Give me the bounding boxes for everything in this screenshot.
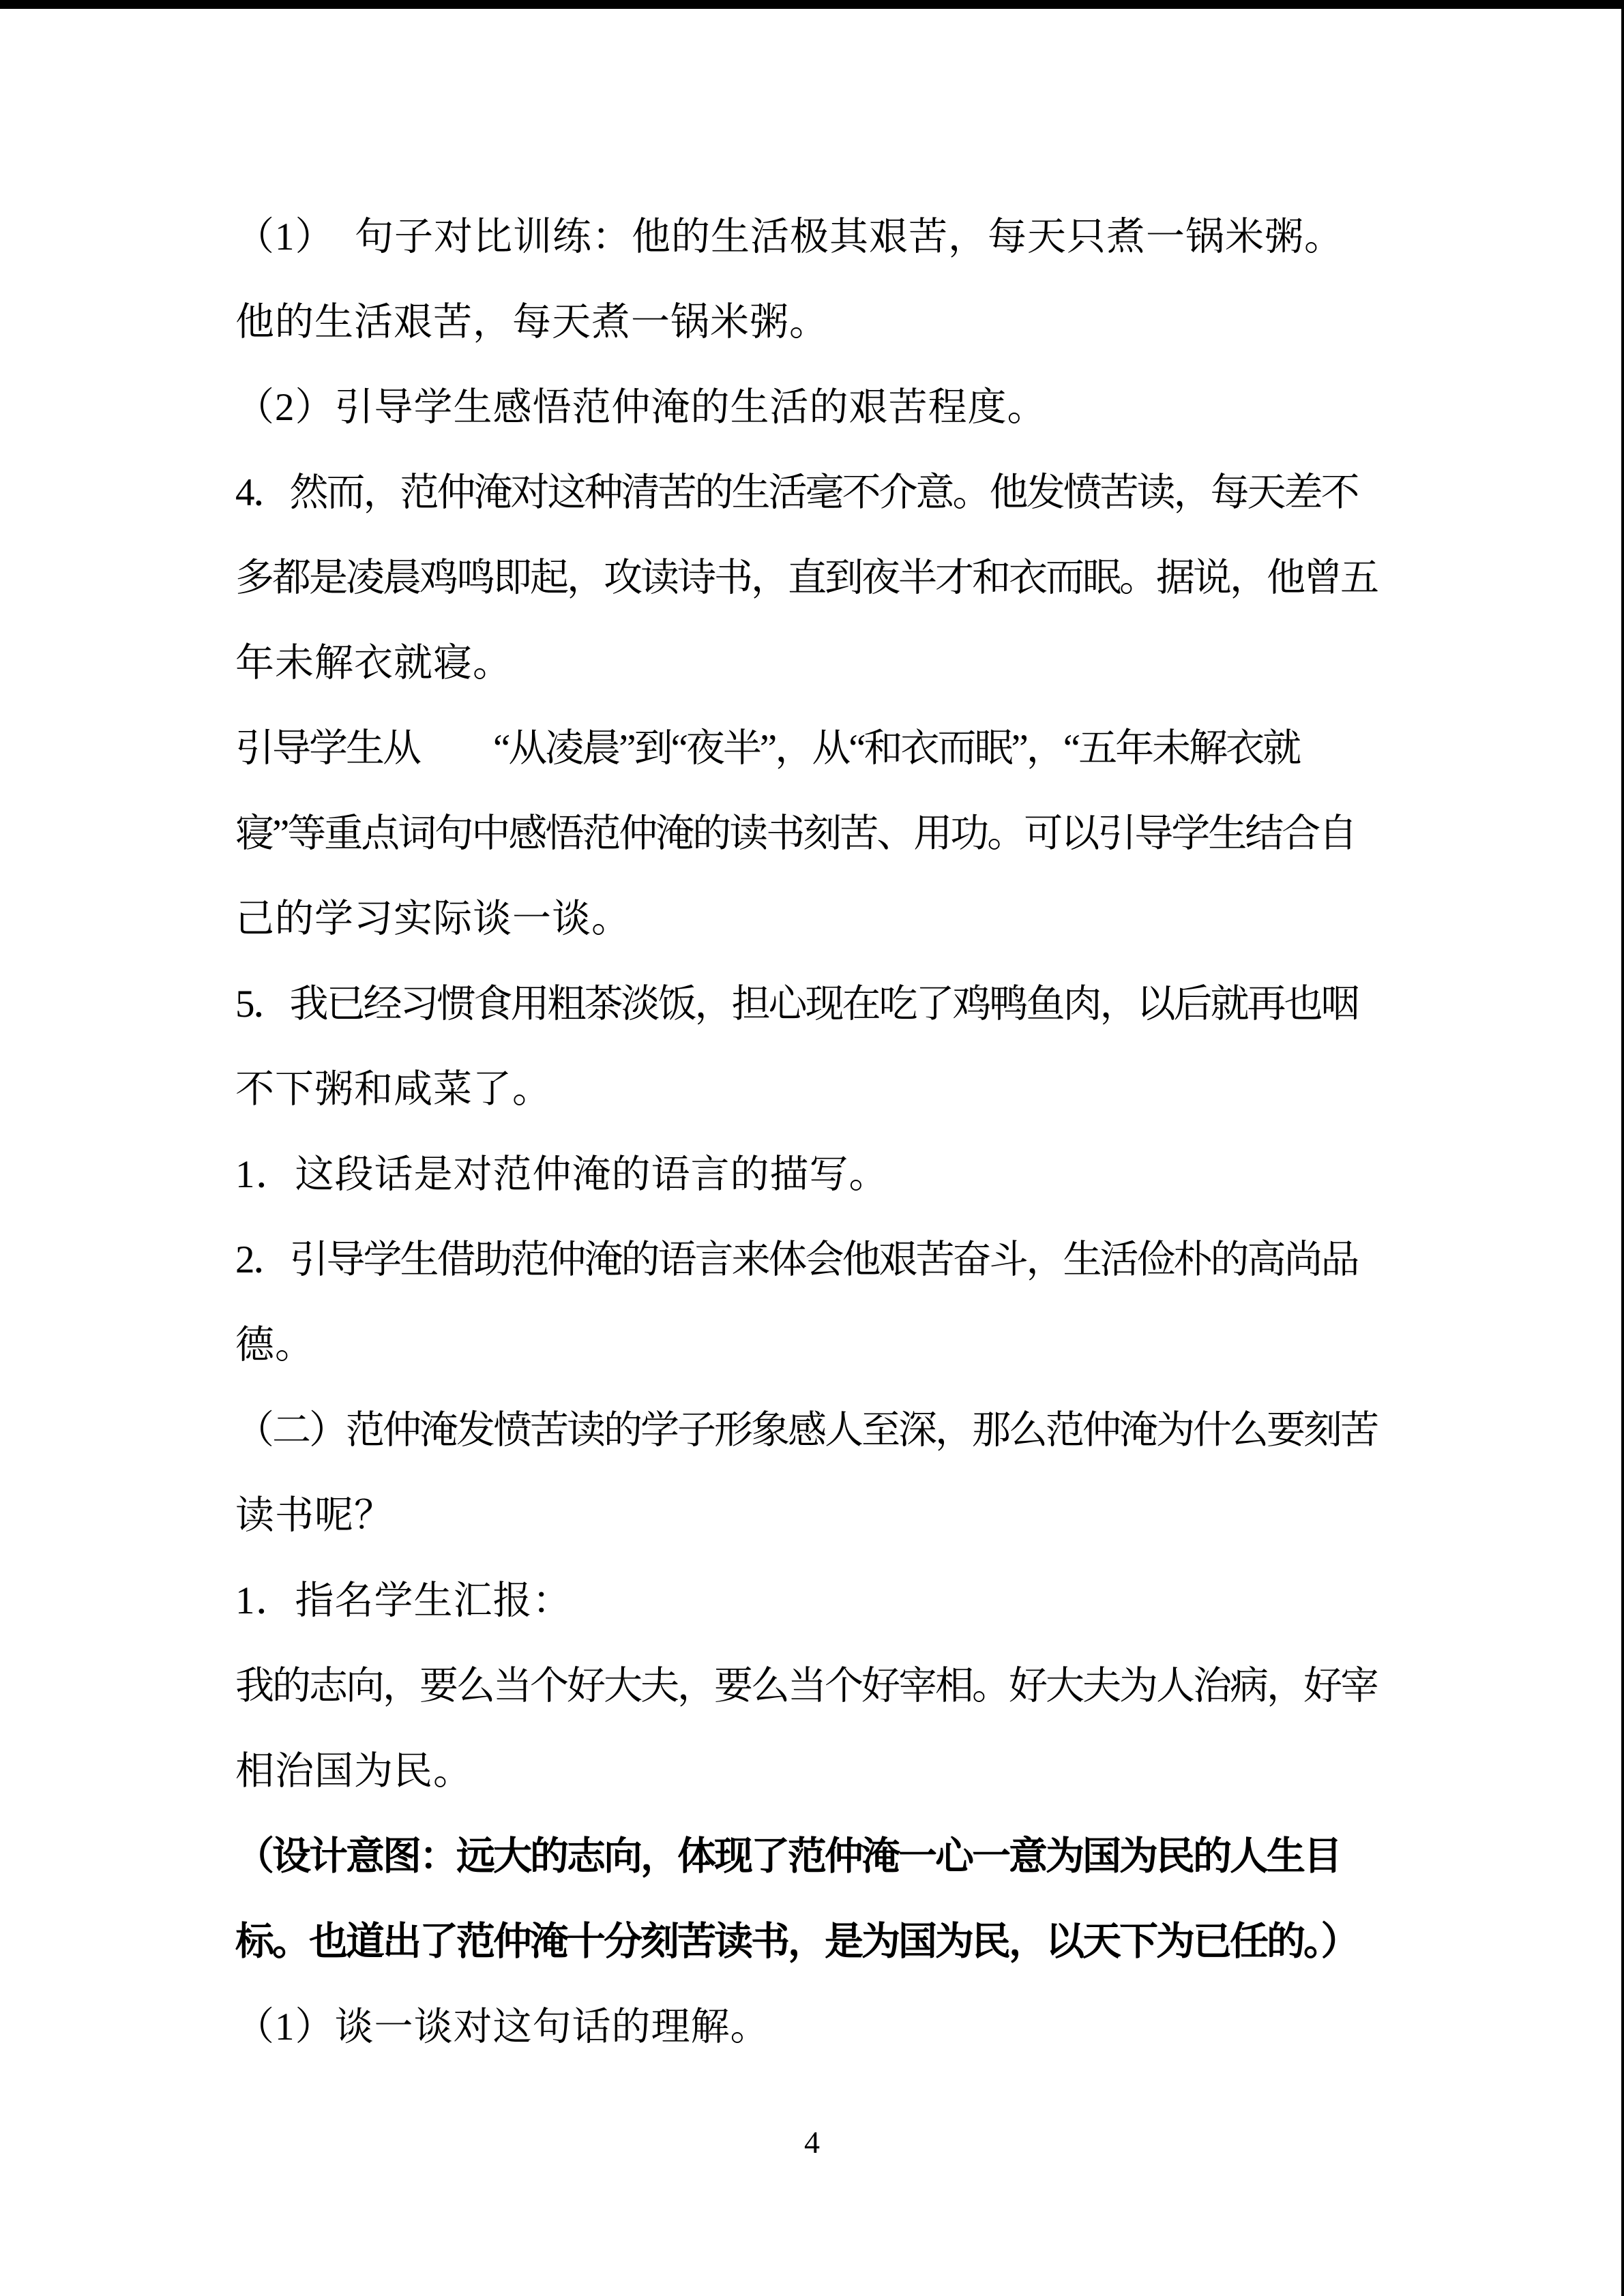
doc-line-4: 4．然而，范仲淹对这种清苦的生活毫不介意。他发愤苦读，每天差不 [235, 471, 1358, 514]
doc-line-6: 年未解衣就寝。 [235, 642, 512, 685]
doc-line-3: （2）引导学生感悟范仲淹的生活的艰苦程度。 [235, 386, 1047, 429]
doc-line-8: 寝”等重点词句中感悟范仲淹的读书刻苦、用功。可以引导学生结合自 [235, 812, 1356, 855]
doc-line-10: 5．我已经习惯食用粗茶淡饭，担心现在吃了鸡鸭鱼肉，以后就再也咽 [235, 983, 1358, 1026]
doc-line-11: 不下粥和咸菜了。 [235, 1068, 552, 1111]
doc-line-14: 德。 [235, 1324, 314, 1367]
doc-line-20: （设计意图：远大的志向，体现了范仲淹一心一意为国为民的人生目 [235, 1835, 1340, 1878]
document-text [235, 194, 1456, 2070]
doc-line-19: 相治国为民。 [235, 1750, 473, 1793]
doc-line-16: 读书呢？ [235, 1494, 394, 1537]
doc-line-9: 己的学习实际谈一谈。 [235, 897, 631, 940]
doc-line-5: 多都是凌晨鸡鸣即起，攻读诗书，直到夜半才和衣而眠。据说，他曾五 [235, 556, 1377, 599]
doc-line-13: 2．引导学生借助范仲淹的语言来体会他艰苦奋斗，生活俭朴的高尚品 [235, 1238, 1358, 1281]
doc-line-7: 引导学生从 “从凌晨”到“夜半”，从“和衣而眠”，“五年未解衣就 [235, 727, 1300, 770]
doc-line-18: 我的志向，要么当个好大夫，要么当个好宰相。好大夫为人治病，好宰 [235, 1665, 1377, 1708]
page-number: 4 [804, 2125, 820, 2160]
doc-line-15: （二）范仲淹发愤苦读的学子形象感人至深，那么范仲淹为什么要刻苦 [235, 1409, 1377, 1452]
doc-line-17: 1．指名学生汇报： [235, 1579, 572, 1622]
doc-line-21: 标。也道出了范仲淹十分刻苦读书，是为国为民，以天下为已任的。） [235, 1920, 1358, 1963]
scan-edge-top [0, 0, 1624, 9]
doc-line-22: （1）谈一谈对这句话的理解。 [235, 2006, 770, 2048]
doc-line-2: 他的生活艰苦，每天煮一锅米粥。 [235, 301, 829, 344]
doc-line-1: （1） 句子对比训练：他的生活极其艰苦，每天只煮一锅米粥。 [235, 215, 1344, 258]
scan-edge-right [1621, 0, 1624, 2296]
doc-line-12: 1．这段话是对范仲淹的语言的描写。 [235, 1153, 889, 1196]
